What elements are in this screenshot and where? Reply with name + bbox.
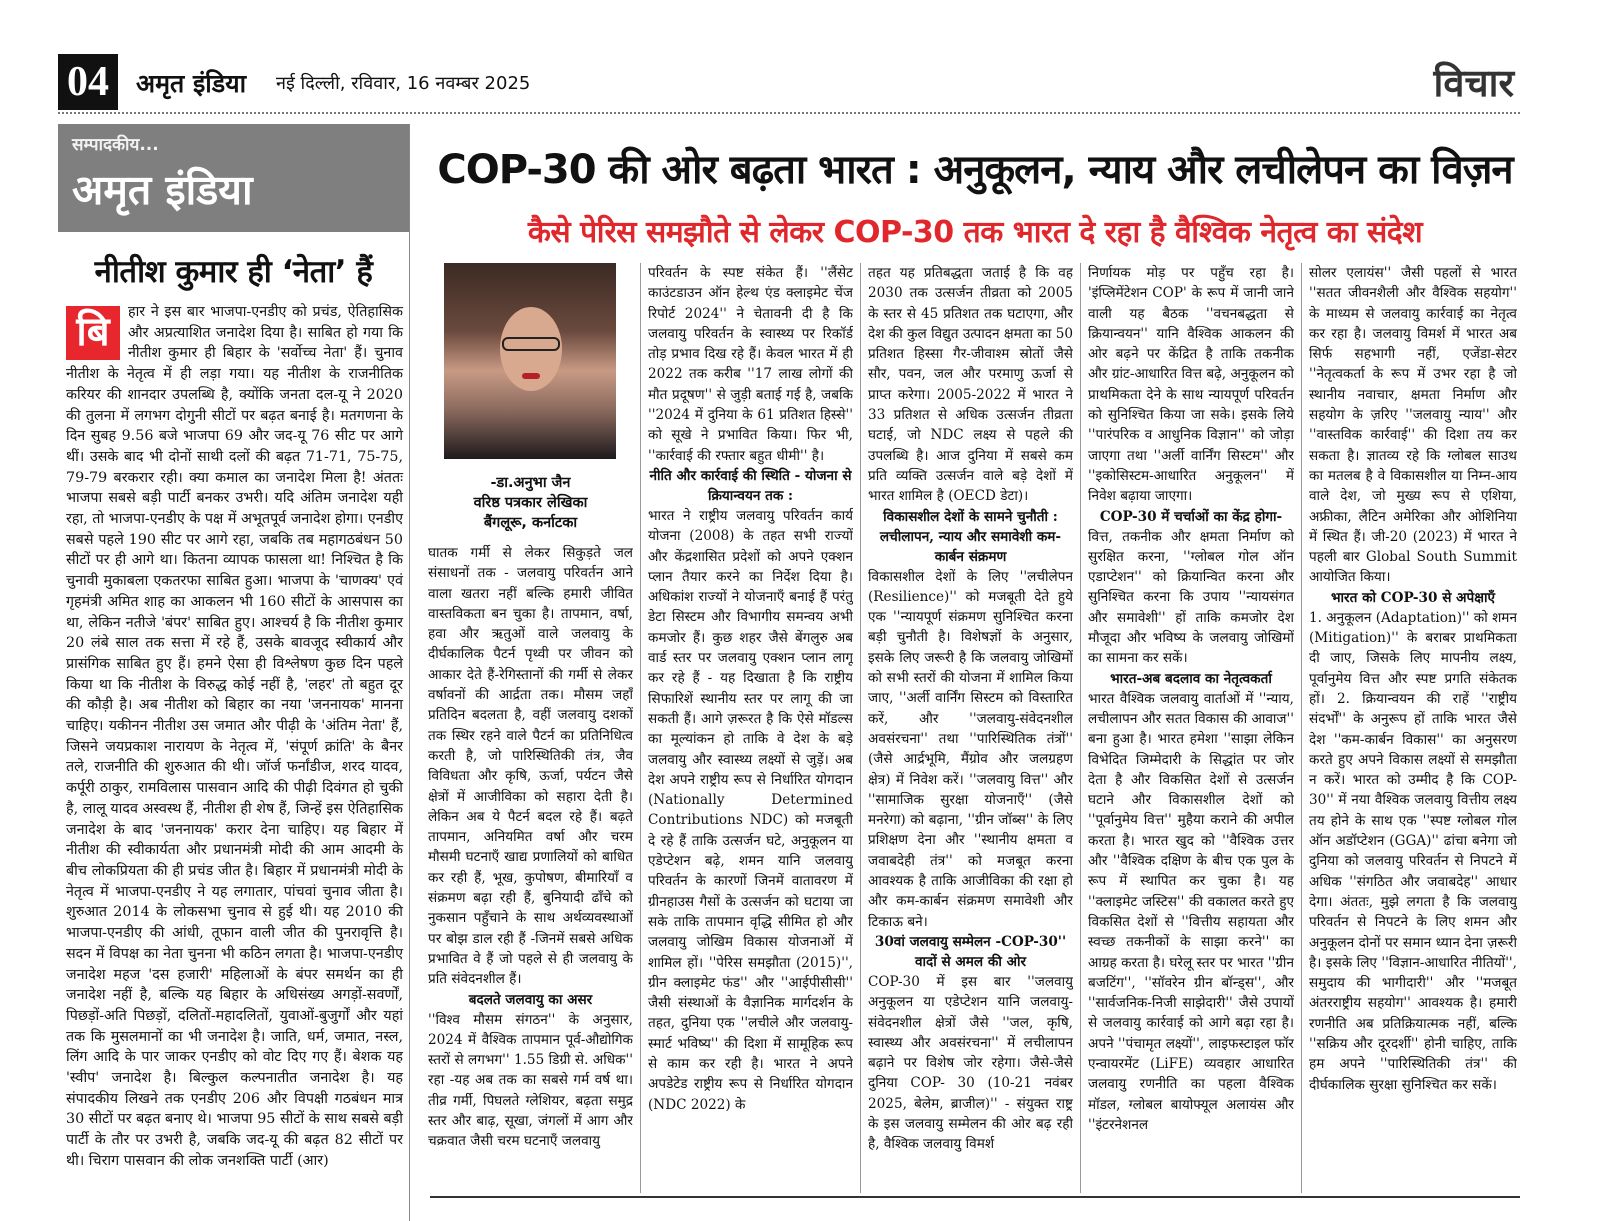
editorial-text: हार ने इस बार भाजपा-एनडीए को प्रचंड, ऐतिहासिक और अप्रत्याशित जनादेश दिया है। साबित हो गया कि नीतीश कुमार ही बिहार के 'सर्वोच्च नेता' हैं। चुनाव नीतीश के नेतृत्व में ही लड़ा गया। यह नीतीश के राजनीतिक करियर की शानदार उपलब्धि है, क्योंकि जनता दल-यू ने 2020 की तुलना में लगभग दोगुनी सीटों पर बढ़त बनाई है। मतगणना के दिन सुबह 9.56 बजे भाजपा 69 और जद-यू 76 सीट पर आगे थीं। उसके बाद भी दोनों साथी दलों की बढ़त 71-71, 75-75, 79-79 बरकरार रही। क्या कमाल का जनादेश मिला है! अंततः भाजपा सबसे बड़ी पार्टी बनकर उभरी। यदि अंतिम जनादेश यही रहा, तो भाजपा-एनडीए के पक्ष में अभूतपूर्व जनादेश होगा। एनडीए सबसे पहले 190 सीट पर आगे रहा, जबकि तब महागठबंधन 50 सीटों पर ही आगे था। कितना व्यापक फासला था! निश्चित है कि चुनावी मुकाबला एकतरफा साबित हुआ। भाजपा के 'चाणक्य' एवं गृहमंत्री अमित शाह का आकलन भी 160 सीटों के आसपास का था, लेकिन नतीजे 'बंपर' साबित हुए। आश्चर्य है कि नीतीश कुमार 20 लंबे साल तक सत्ता में रहे हैं, उसके बावजूद स्वीकार्य और प्रासंगिक साबित हुए हैं। हमने ऐसा ही विश्लेषण कुछ दिन पहले किया था कि नीतीश के विरुद्ध कोई नहीं है, 'लहर' तो बहुत दूर की कौड़ी है। अब नीतीश को बिहार का नया 'जननायक' मानना चाहिए। यकीनन नीतीश उस जमात और पीढ़ी के 'अंतिम नेता' हैं, जिसने जयप्रकाश नारायण के नेतृत्व में, 'संपूर्ण क्रांति' के बैनर तले, राजनीति की शुरुआत की थी। जॉर्ज फर्नांडीज, शरद यादव, कर्पूरी ठाकुर, रामविलास पासवान आदि की पीढ़ी दिवंगत हो चुकी है, लालू यादव अस्वस्थ हैं, नीतीश ही शेष हैं, जिन्हें इस ऐतिहासिक जनादेश के बाद 'जननायक' करार देना चाहिए। यह बिहार में नीतीश की स्वीकार्यता और प्रधानमंत्री मोदी की आम आदमी के बीच लोकप्रियता की ही प्रचंड जीत है। बिहार में प्रधानमंत्री मोदी के नेतृत्व में भाजपा-एनडीए ने यह लगातार, पांचवां चुनाव जीता है। शुरुआत 2014 के लोकसभा चुनाव से हुई थी। यह 2010 की भाजपा-एनडीए की आंधी, तूफान वाली जीत की पुनरावृत्ति है। सदन में विपक्ष का नेता चुनना भी कठिन लगता है। भाजपा-एनडीए जनादेश महज 'दस हजारी' महिलाओं के बंपर समर्थन का ही जनादेश नहीं है, बल्कि यह बिहार के अधिसंख्य अगड़ों-सवर्णों, पिछड़ों-अति पिछड़ों, दलितों-महादलितों, युवाओं-बुजुर्गों और यहां तक कि मुसलमानों का भी जनादेश है। जाति, धर्म, जमात, नस्ल, लिंग आदि के पार जाकर एनडीए को वोट दिए गए हैं। बेशक यह 'स्वीप' जनादेश है। बिल्कुल कल्पनातीत जनादेश है। यह संपादकीय लिखने तक एनडीए 206 और विपक्षी गठबंधन मात्र 30 सीटों पर बढ़त बनाए थे। भाजपा 95 सीटों के साथ सबसे बड़ी पार्टी के तौर पर उभरी है, जबकि जद-यू की बढ़त 82 सीटों पर थी। चिराग पासवान की लोक जनशक्ति पार्टी (आर) — [66, 304, 403, 1169]
editorial-headline: नीतीश कुमार ही ‘नेता’ हैं — [94, 254, 373, 290]
paragraph: तहत यह प्रतिबद्धता जताई है कि वह 2030 तक उत्सर्जन तीव्रता को 2005 के स्तर से 45 प्रतिशत तक घटाएगा, और देश की कुल विद्युत उत्पादन क्षमता का 50 प्रतिशत हिस्सा गैर-जीवाश्म स्रोतों जैसे सौर, पवन, जल और परमाणु ऊर्जा से प्राप्त करेगा। 2005-2022 में भारत ने 33 प्रतिशत से अधिक उत्सर्जन तीव्रता घटाई, जो NDC लक्ष्य से पहले की उपलब्धि है। आज दुनिया में सबसे कम प्रति व्यक्ति उत्सर्जन वाले बड़े देशों में भारत शामिल है (OECD डेटा)। — [868, 265, 1073, 505]
subheading: विकासशील देशों के सामने चुनौती : लचीलापन, न्याय और समावेशी कम-कार्बन संक्रमण — [879, 508, 1062, 565]
subheading: 30वां जलवायु सम्मेलन -COP-30'' वादों से अमल की ओर — [874, 933, 1067, 970]
paragraph: ''विश्व मौसम संगठन'' के अनुसार, 2024 में वैश्विक तापमान पूर्व-औद्योगिक स्तरों से लगभग'' 1.55 डिग्री से. अधिक'' रहा -यह अब तक का सबसे गर्म वर्ष था। तीव्र गर्मी, पिघलते ग्लेशियर, बढ़ता समुद्र स्तर और बाढ़, सूखा, जंगलों में आग और चक्रवात जैसी चरम घटनाएँ जलवायु — [428, 1011, 633, 1150]
paragraph: परिवर्तन के स्पष्ट संकेत हैं। ''लैंसेट काउंटडाउन ऑन हेल्थ एंड क्लाइमेट चेंज रिपोर्ट 2024'' ने चेतावनी दी है कि जलवायु परिवर्तन के स्वास्थ्य पर रिकॉर्ड तोड़ प्रभाव दिख रहे हैं। केवल भारत में ही 2022 तक करीब ''17 लाख लोगों की मौत प्रदूषण'' से जुड़ी बताई गई है, जबकि ''2024 में दुनिया के 61 प्रतिशत हिस्से'' को सूखे ने प्रभावित किया। फिर भी, ''कार्रवाई की रफ्तार बहुत धीमी'' है। — [648, 265, 853, 464]
editorial-body — [58, 302, 409, 1202]
subheading: भारत-अब बदलाव का नेतृत्वकर्ता — [1110, 670, 1272, 687]
glasses-icon — [502, 337, 560, 351]
article-column-2 — [648, 263, 853, 1203]
editorial-title: अमृत इंडिया — [72, 166, 253, 214]
paragraph: भारत वैश्विक जलवायु वार्ताओं में ''न्याय, लचीलापन और सतत विकास की आवाज'' बना हुआ है। भारत हमेशा ''साझा लेकिन विभेदित जिम्मेदारी के सिद्धांत पर जोर देता है और विकसित देशों से उत्सर्जन घटाने और विकासशील देशों को ''पूर्वानुमेय वित्त'' मुहैया कराने की अपील करता है। भारत खुद को ''वैश्विक उत्तर और ''वैश्विक दक्षिण के बीच एक पुल के रूप में स्थापित कर चुका है। यह ''क्लाइमेट जस्टिस'' की वकालत करते हुए विकसित देशों से ''वित्तीय सहायता और स्वच्छ तकनीकों के साझा करने'' का आग्रह करता है। घरेलू स्तर पर भारत ''ग्रीन बजटिंग'', ''सॉवरेन ग्रीन बॉन्ड्स'', और ''सार्वजनिक-निजी साझेदारी'' जैसे उपायों से जलवायु कार्रवाई को आगे बढ़ा रहा है। अपने ''पंचामृत लक्ष्यों'', लाइफस्टाइल फॉर एन्वायरमेंट (LiFE) व्यवहार आधारित जलवायु रणनीति का पहला वैश्विक मॉडल, ग्लोबल बायोफ्यूल अलायंस और ''इंटरनेशनल — [1088, 690, 1294, 1133]
author-photo — [444, 263, 616, 459]
lips-icon — [522, 373, 540, 379]
editorial-kicker: सम्पादकीय... — [72, 135, 159, 155]
author-byline — [428, 473, 633, 533]
bottom-rule — [430, 1196, 1520, 1198]
column-divider — [640, 263, 641, 1193]
masthead-divider — [58, 112, 1520, 114]
paragraph: COP-30 में इस बार ''जलवायु अनुकूलन या एडेप्टेशन यानि जलवायु-संवेदनशील क्षेत्रों जैसे ''जल, कृषि, स्वास्थ्य और अवसंरचना'' में लचीलापन बढ़ाने पर विशेष जोर रहेगा। जैसे-जैसे दुनिया COP- 30 (10-21 नवंबर 2025, बेलेम, ब्राजील)'' - संयुक्त राष्ट्र के इस जलवायु सम्मेलन की ओर बढ़ रही है, वैश्विक जलवायु विमर्श — [868, 973, 1073, 1153]
subheading: COP-30 में चर्चाओं का केंद्र होगा- — [1099, 508, 1283, 525]
article-column-4 — [1088, 263, 1294, 1203]
article-subheadline: कैसे पेरिस समझौते से लेकर COP-30 तक भारत दे रहा है वैश्विक नेतृत्व का संदेश — [527, 215, 1423, 250]
article-headline: COP-30 की ओर बढ़ता भारत : अनुकूलन, न्याय और लचीलेपन का विज़न — [437, 147, 1513, 193]
subheading: भारत को COP-30 से अपेक्षाएँ — [1330, 589, 1496, 606]
paragraph: सोलर एलायंस'' जैसी पहलों से भारत ''सतत जीवनशैली और वैश्विक सहयोग'' के माध्यम से जलवायु कार्रवाई का नेतृत्व कर रहा है। जलवायु विमर्श में भारत अब सिर्फ सहभागी नहीं, एजेंडा-सेटर ''नेतृत्वकर्ता के रूप में उभर रहा है जो स्थानीय नवाचार, क्षमता निर्माण और सहयोग के ज़रिए ''जलवायु न्याय'' और ''वास्तविक कार्रवाई'' की दिशा तय कर सकता है। ज्ञातव्य रहे कि ग्लोबल साउथ का मतलब है वे विकासशील या निम्न-आय वाले देश, जो मुख्य रूप से एशिया, अफ्रीका, लैटिन अमेरिका और ओशिनिया में स्थित हैं। जी-20 (2023) में भारत ने पहली बार Global South Summit आयोजित किया। — [1309, 265, 1517, 586]
paragraph: वित्त, तकनीक और क्षमता निर्माण को सुरक्षित करना, ''ग्लोबल गोल ऑन एडाप्टेशन'' को क्रियान्वित करना और सुनिश्चित करना कि उपाय ''न्यायसंगत और समावेशी'' हों ताकि कमजोर देश मौजूदा और भविष्य के जलवायु जोखिमों का सामना कर सकें। — [1088, 528, 1294, 667]
article-column-3 — [868, 263, 1073, 1203]
masthead — [58, 54, 1520, 110]
author-place: बैंगलूरू, कर्नाटका — [483, 515, 578, 531]
column-divider — [1080, 263, 1081, 1193]
paragraph: विकासशील देशों के लिए ''लचीलेपन (Resilience)'' को मजबूती देते हुये एक ''न्यायपूर्ण संक्रमण सुनिश्चित करना बड़ी चुनौती है। विशेषज्ञों के अनुसार, इसके लिए जरूरी है कि जलवायु जोखिमों को सभी स्तरों की योजना में शामिल किया जाए, ''अर्ली वार्निंग सिस्टम को विस्तारित करें, और ''जलवायु-संवेदनशील अवसंरचना'' तथा ''पारिस्थितिक तंत्रों'' (जैसे आर्द्रभूमि, मैंग्रोव और जलग्रहण क्षेत्र) में निवेश करें। ''जलवायु वित्त'' और ''सामाजिक सुरक्षा योजनाएँ'' (जैसे मनरेगा) को बढ़ाना, ''ग्रीन जॉब्स'' के लिए प्रशिक्षण देना और ''स्थानीय क्षमता व जवाबदेही तंत्र'' को मजबूत करना आवश्यक है ताकि आजीविका की रक्षा हो और कम-कार्बन संक्रमण समावेशी और टिकाऊ बने। — [868, 568, 1073, 930]
paper-name: अमृत इंडिया — [136, 69, 247, 98]
editorial-column — [58, 124, 410, 1221]
subheading: नीति और कार्रवाई की स्थिति - योजना से क्रियान्वयन तक : — [649, 467, 852, 504]
author-role: वरिष्ठ पत्रकार लेखिका — [473, 495, 588, 511]
dateline: नई दिल्ली, रविवार, 16 नवम्बर 2025 — [276, 73, 531, 94]
paragraph: घातक गर्मी से लेकर सिकुड़ते जल संसाधनों तक - जलवायु परिवर्तन आने वाला खतरा नहीं बल्कि हमारी जीवित वास्तविकता बन चुका है। तापमान, वर्षा, हवा और ऋतुओं वाले जलवायु के दीर्घकालिक पैटर्न पृथ्वी पर जीवन को आकार देते हैं-रेगिस्तानों की गर्मी से लेकर वर्षावनों की आर्द्रता तक। मौसम जहाँ प्रतिदिन बदलता है, वहीं जलवायु दशकों तक स्थिर रहने वाले पैटर्न का प्रतिनिधित्व करती है, जो पारिस्थितिकी तंत्र, जैव विविधता और कृषि, ऊर्जा, पर्यटन जैसे क्षेत्रों में आजीविका को सहारा देती है। लेकिन अब ये पैटर्न बदल रहे हैं। बढ़ते तापमान, अनियमित वर्षा और चरम मौसमी घटनाएँ खाद्य प्रणालियों को बाधित कर रही हैं, भूख, कुपोषण, बीमारियाँ व संक्रमण बढ़ा रही हैं, बुनियादी ढाँचे को नुकसान पहुँचाने के साथ अर्थव्यवस्थाओं पर बोझ डाल रही हैं -जिनमें सबसे अधिक प्रभावित वे हैं जो पहले से ही जलवायु के प्रति संवेदनशील हैं। — [428, 545, 633, 988]
column-divider — [1301, 263, 1302, 1193]
editorial-banner — [58, 124, 409, 232]
paragraph: निर्णायक मोड़ पर पहुँच रहा है। 'इंप्लिमेंटेशन COP' के रूप में जानी जाने वाली यह बैठक ''वचनबद्धता से क्रियान्वयन'' यानि वैश्विक आकलन की ओर बढ़ने पर केंद्रित है ताकि तकनीक और ग्रांट-आधारित वित्त बढ़े, अनुकूलन को प्राथमिकता देने के साथ न्यायपूर्ण परिवर्तन को सुनिश्चित किया जा सके। इसके लिये ''पारंपरिक व आधुनिक विज्ञान'' को जोड़ा जाएगा तथा ''अर्ली वार्निंग सिस्टम'' और ''इकोसिस्टम-आधारित अनुकूलन'' में निवेश बढ़ाया जाएगा। — [1088, 265, 1294, 505]
article-column-1 — [428, 263, 633, 1203]
section-title: विचार — [1433, 61, 1514, 105]
subheading: बदलते जलवायु का असर — [468, 991, 593, 1008]
author-name: -डा.अनुभा जैन — [490, 475, 571, 491]
dropcap: बि — [66, 306, 120, 360]
column-divider — [860, 263, 861, 1193]
page-number: 04 — [58, 54, 118, 110]
paragraph: भारत ने राष्ट्रीय जलवायु परिवर्तन कार्य योजना (2008) के तहत सभी राज्यों और केंद्रशासित प्रदेशों को अपने एक्शन प्लान तैयार करने का निर्देश दिया है। अधिकांश राज्यों ने योजनाएँ बनाई हैं परंतु डेटा सिस्टम और विभागीय समन्वय अभी कमजोर हैं। कुछ शहर जैसे बेंगलुरु अब वार्ड स्तर पर जलवायु एक्शन प्लान लागू कर रहे हैं - यह दिखाता है कि राष्ट्रीय सिफारिशें स्थानीय स्तर पर लागू की जा सकती हैं। आगे ज़रूरत है कि ऐसे मॉडल्स का मूल्यांकन हो ताकि वे देश के बड़े जलवायु और स्वास्थ्य लक्ष्यों से जुड़ें। अब देश अपने राष्ट्रीय रूप से निर्धारित योगदान (Nationally Determined Contributions NDC) को मजबूती दे रहे हैं ताकि उत्सर्जन घटे, अनुकूलन या एडेप्टेशन बढ़े, शमन यानि जलवायु परिवर्तन के कारणों जिनमें वातावरण में ग्रीनहाउस गैसों के उत्सर्जन को घटाया जा सके ताकि तापमान वृद्धि सीमित हो और जलवायु जोखिम विकास योजनाओं में शामिल हों। ''पेरिस समझौता (2015)'', ग्रीन क्लाइमेट फंड'' और ''आईपीसीसी'' जैसी संस्थाओं के वैज्ञानिक मार्गदर्शन के तहत, दुनिया एक ''लचीले और जलवायु-स्मार्ट भविष्य'' की दिशा में सामूहिक रूप से काम कर रही है। भारत ने अपने अपडेटेड राष्ट्रीय रूप से निर्धारित योगदान (NDC 2022) के — [648, 507, 853, 1113]
paragraph: 1. अनुकूलन (Adaptation)'' को शमन (Mitigation)'' के बराबर प्राथमिकता दी जाए, जिसके लिए मापनीय लक्ष्य, पूर्वानुमेय वित्त और स्पष्ट प्रगति संकेतक हों। 2. क्रियान्वयन की राहें ''राष्ट्रीय संदर्भों'' के अनुरूप हों ताकि भारत जैसे देश ''कम-कार्बन विकास'' का अनुसरण करते हुए अपने विकास लक्ष्यों से समझौता न करें। भारत को उम्मीद है कि COP- 30'' में नया वैश्विक जलवायु वित्तीय लक्ष्य तय होने के साथ एक ''स्पष्ट ग्लोबल गोल ऑन अडॉप्टेशन (GGA)'' ढांचा बनेगा जो दुनिया को जलवायु परिवर्तन से निपटने में अधिक ''संगठित और जवाबदेह'' आधार देगा। अंततः, मुझे लगता है कि जलवायु परिवर्तन से निपटने के लिए शमन और अनुकूलन दोनों पर समान ध्यान देना ज़रूरी है। इसके लिए ''विज्ञान-आधारित नीतियों'', समुदाय की भागीदारी'' और ''मजबूत अंतरराष्ट्रीय सहयोग'' आवश्यक है। हमारी रणनीति अब प्रतिक्रियात्मक नहीं, बल्कि ''सक्रिय और दूरदर्शी'' होनी चाहिए, ताकि हम अपने ''पारिस्थितिकी तंत्र'' की दीर्घकालिक सुरक्षा सुनिश्चित कर सकें। — [1309, 609, 1517, 1093]
article-column-5 — [1309, 263, 1517, 1203]
